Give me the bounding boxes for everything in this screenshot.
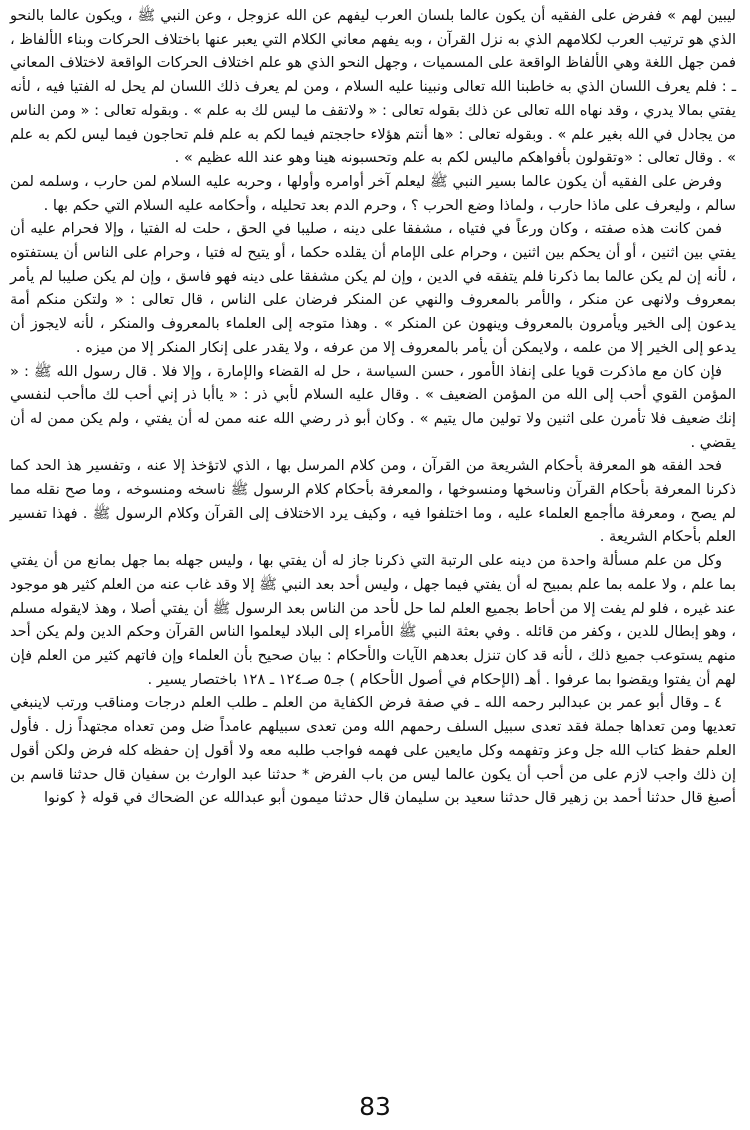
page-body	[10, 4, 736, 1084]
paragraph-1: ليبين لهم » ففرض على الفقيه أن يكون عالما بلسان العرب ليفهم عن الله عزوجل ، وعن النبي ﷺ ، ويكون عالما بالنحو الذي هو ترتيب العرب لكلامهم الذي به نزل القرآن ، وبه يفهم معاني الكلام التي يعبر عنها باختلاف الحركات وبناء الألفاظ ، فمن جهل اللغة وهي الألفاظ الواقعة على المسميات ، وجهل النحو الذي هو علم اختلاف الحركات الواقعة لاختلاف المعاني ـ : فلم يعرف اللسان الذي به خاطبنا الله تعالى ونبينا عليه السلام ، ومن لم يعرف ذلك اللسان لم يحل له الفتيا فيه ، لأنه يفتي بمالا يدري ، وقد نهاه الله تعالى عن ذلك بقوله تعالى : « ولاتقف ما ليس لك به علم » . وبقوله تعالى : « ومن الناس من يجادل في الله بغير علم » . وبقوله تعالى : «ها أنتم هؤلاء حاججتم فيما لكم به علم فلم تحاجون فيما ليس لكم به علم » . وقال تعالى : «وتقولون بأفواهكم ماليس لكم به علم وتحسبونه هينا وهو عند الله عظيم » .	[10, 7, 736, 167]
paragraph-4: فإن كان مع ماذكرت قويا على إنفاذ الأمور ، حسن السياسة ، حل له القضاء والإمارة ، وإلا فلا . قال رسول الله ﷺ : « المؤمن القوي أحب إلى الله من المؤمن الضعيف » . وقال عليه السلام لأبي ذر : « ياأبا ذر إني أحب لك ماأحب لنفسي إنك ضعيف فلا تأمرن على اثنين ولا تولين مال يتيم » . وكان أبو ذر رضي الله عنه ممن له أن يفتي ، ولم يكن ممن له أن يقضي .	[10, 362, 736, 451]
paragraph-6: وكل من علم مسألة واحدة من دينه على الرتبة التي ذكرنا جاز له أن يفتي بها ، وليس جهله بما جهل بمانع من أن يفتي بما علم ، ولا علمه بما علم بمبيح له أن يفتي فيما جهل ، وليس أحد بعد النبي ﷺ إلا وقد غاب عنه من العلم كثير هو موجود عند غيره ، فلو لم يفت إلا من أحاط بجميع العلم لما حل لأحد من الناس بعد الرسول ﷺ أن يفتي أصلا ، وهذ لايقوله مسلم ، وهو إبطال للدين ، وكفر من قائله . وفي بعثة النبي ﷺ الأمراء إلى البلاد ليعلموا الناس القرآن وحكم الدين ولم يكن أحد منهم يستوعب جميع ذلك ، لأنه قد كان تنزل بعدهم الآيات والأحكام : بيان صحيح بأن العلماء وإن فاتهم كثير من العلم فإن لهم أن يفتوا ويقضوا بما عرفوا . أهـ (الإحكام في أصول الأحكام ) جـ٥ صـ١٢٤ ـ ١٢٨ باختصار يسير .	[10, 552, 736, 688]
paragraph-7: ٤ ـ وقال أبو عمر بن عبدالبر رحمه الله ـ في صفة فرض الكفاية من العلم ـ طلب العلم درجات ومناقب ورتب لاينبغي تعديها ومن تعداها جملة فقد تعدى سبيل السلف رحمهم الله ومن تعدى سبيلهم عامداً ضل ومن تعداه مجتهداً زل . فأول العلم حفظ كتاب الله جل وعز وتفهمه وكل مايعين على فهمه فواجب طلبه معه ولا أقول إن حفظه كله فرض ولكن أقول إن ذلك واجب لازم على من أحب أن يكون عالما ليس من باب الفرض * حدثنا عبد الوارث بن سفيان قال حدثنا قاسم بن أصبغ قال حدثنا أحمد بن زهير قال حدثنا سعيد بن سليمان قال حدثنا ميمون أبو عبدالله عن الضحاك في قوله ﴿ كونوا	[10, 694, 736, 807]
paragraph-5: فحد الفقه هو المعرفة بأحكام الشريعة من القرآن ، ومن كلام المرسل بها ، الذي لاتؤخذ إلا عنه ، وتفسير هذ الحد كما ذكرنا المعرفة بأحكام القرآن وناسخها ومنسوخها ، والمعرفة بأحكام كلام الرسول ﷺ ناسخه ومنسوخه ، وما صح نقله مما لم يصح ، ومعرفة ماأجمع العلماء عليه ، وما اختلفوا فيه ، وكيف يرد الاختلاف إلى القرآن وكلام الرسول ﷺ . فهذا تفسير العلم بأحكام الشريعة .	[10, 457, 736, 546]
paragraph-3: فمن كانت هذه صفته ، وكان ورعاً في فتياه ، مشفقا على دينه ، صليبا في الحق ، حلت له الفتيا ، وإلا فحرام عليه أن يفتي بين اثنين ، أو أن يحكم بين اثنين ، وحرام على الإمام أن يقلده حكما ، أو يتيح له فتيا ، وحرام على الناس أن يستفتوه ، لأنه إن لم يكن عالما بما ذكرنا فلم يتفقه في الدين ، وإن لم يكن مشفقا على دينه فهو فاسق ، وإن لم يكن صليبا لم يأمر بمعروف ولانهى عن منكر ، والأمر بالمعروف والنهي عن المنكر فرضان على الناس ، قال تعالى : « ولتكن منكم أمة يدعون إلى الخير ويأمرون بالمعروف وينهون عن المنكر » . وهذا متوجه إلى العلماء بالمعروف والمنكر ، لأنه لايجوز أن يدعو إلى الخير إلا من علمه ، ولايمكن أن يأمر بالمعروف إلا من عرفه ، ولا يقدر على إنكار المنكر إلا من ميزه .	[10, 220, 736, 356]
paragraph-2: وفرض على الفقيه أن يكون عالما بسير النبي ﷺ ليعلم آخر أوامره وأولها ، وحربه عليه السلام لمن حارب ، وسلمه لمن سالم ، وليعرف على ماذا حارب ، ولماذا وضع الحرب ؟ ، وحرم الدم بعد تحليله ، وأحكامه عليه السلام التي حكم بها .	[10, 172, 736, 214]
page-number: 83	[359, 1092, 391, 1121]
